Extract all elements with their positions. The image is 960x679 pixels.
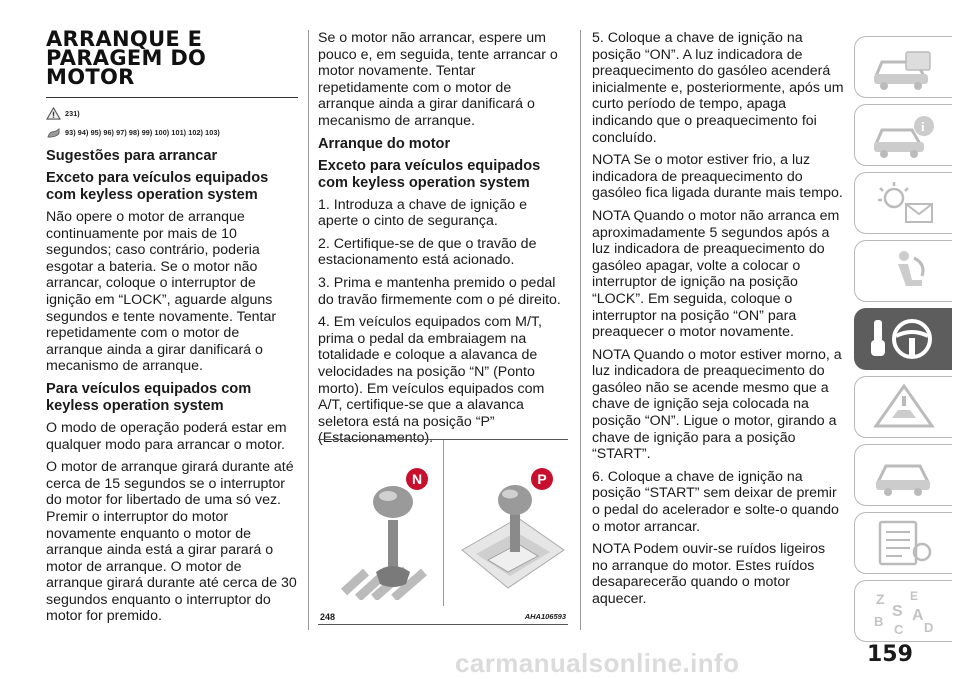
technical-data-icon — [868, 518, 940, 568]
figure-number: 248 — [320, 612, 336, 622]
warning-triangle-icon — [46, 107, 61, 120]
airbag-seat-icon — [868, 246, 940, 296]
warning-reference-numbers: 231) — [65, 109, 80, 118]
step-1: 1. Introduza a chave de ignição e aperte o cinto de segurança. — [318, 196, 528, 230]
alphabetical-index-icon — [868, 586, 940, 636]
svg-text:C: C — [893, 622, 903, 636]
car-dashboard-icon — [868, 42, 940, 92]
caution-reference-row — [46, 125, 298, 140]
gear-lever-figure — [318, 439, 568, 625]
column-1 — [46, 27, 298, 631]
column-divider — [308, 30, 309, 630]
svg-text:A: A — [911, 607, 924, 624]
tab-servicing[interactable] — [854, 444, 952, 506]
warning-reference-row — [46, 106, 298, 121]
subheading-keyless-except: Exceto para veículos equipados com keyless operation system — [46, 170, 269, 203]
svg-text:Z: Z — [875, 591, 885, 607]
svg-text:S: S — [891, 603, 903, 620]
note: NOTA Quando o motor não arranca em aproximadamente 5 segundos após a luz indicadora de preaquecimento do gasóleo apagar, volte a colocar o interruptor de ignição na posição “LOCK”. Em seguida, coloque o interruptor na posição “ON” para preaquecer o motor novamente. — [592, 207, 840, 341]
step-3: 3. Prima e mantenha premido o pedal do travão firmemente com o pé direito. — [318, 274, 561, 308]
tab-dashboard[interactable] — [854, 36, 952, 98]
svg-text:i: i — [920, 119, 925, 134]
column-divider — [580, 30, 581, 630]
svg-text:B: B — [873, 614, 883, 629]
watermark: carmanualsonline.info — [455, 648, 740, 678]
paragraph: Não opere o motor de arranque continuamente por mais de 10 segundos; caso contrário, poderia esgotar a bateria. Se o motor não arrancar, coloque o interruptor de ignição em “LOCK”, aguarde alguns segundos e tente novamente. Tentar repetidamente com o motor de arranque ainda a girar danificará o mecanismo de arranque. — [46, 209, 277, 375]
section-heading-tips: Sugestões para arrancar — [46, 148, 218, 164]
paragraph: O motor de arranque girará durante até cerca de 15 segundos se o interruptor do motor for libertado de uma só vez. Premir o interruptor do motor novamente enquanto o motor de arranque ainda está a girar parará o motor de arranque. O motor de arranque girará durante até cerca de 30 segundos enquanto o interruptor do motor for premido. — [46, 459, 297, 625]
warning-lights-icon — [868, 178, 940, 228]
subheading-keyless-equipped: Para veículos equipados com keyless operation system — [46, 380, 252, 414]
car-info-icon — [868, 110, 940, 160]
tab-index[interactable] — [854, 580, 952, 642]
tab-safety[interactable] — [854, 240, 952, 302]
figure-divider — [443, 440, 444, 606]
section-heading-start: Arranque do motor — [318, 135, 451, 152]
car-service-icon — [868, 450, 940, 500]
note: NOTA Se o motor estiver frio, a luz indicadora de preaquecimento do gasóleo fica ligada durante mais tempo. — [592, 152, 843, 202]
tab-technical-data[interactable] — [854, 512, 952, 574]
title-divider — [46, 97, 298, 98]
paragraph: O modo de operação poderá estar em qualquer modo para arrancar o motor. — [46, 419, 287, 453]
paragraph: Se o motor não arrancar, espere um pouco e, em seguida, tente arrancar o motor novamente. Tentar repetidamente com o motor de arranque ainda a girar danificará o mecanismo de arranque. — [318, 30, 558, 129]
note: NOTA Quando o motor estiver morno, a luz indicadora de preaquecimento do gasóleo não se acende mesmo que a chave de ignição seja colocada na posição “ON”. Ligue o motor, girando a chave de ignição para a posição “START”. — [592, 346, 842, 463]
neutral-badge: N — [406, 468, 428, 490]
note: NOTA Podem ouvir-se ruídos ligeiros no arranque do motor. Estes ruídos desaparecerão quando o motor aquecer. — [592, 541, 826, 607]
step-6: 6. Coloque a chave de ignição na posição “START” sem deixar de premir o pedal do acelerador e solte-o quando o motor arrancar. — [592, 468, 839, 535]
manual-gear-lever-icon — [336, 480, 436, 600]
column-3 — [592, 30, 844, 614]
tab-emergency[interactable] — [854, 376, 952, 438]
caution-reference-numbers: 93) 94) 95) 96) 97) 98) 99) 100) 101) 102) 103) — [65, 128, 220, 137]
park-badge: P — [531, 468, 553, 490]
emergency-triangle-icon — [868, 382, 940, 432]
step-2: 2. Certifique-se de que o travão de estacionamento está acionado. — [318, 235, 537, 269]
chapter-tabs — [854, 36, 952, 648]
caution-hand-icon — [46, 126, 61, 139]
step-4: 4. Em veículos equipados com M/T, prima o pedal da embraiagem na totalidade e coloque a alavanca de velocidades na posição “N” (Ponto morto). Em veículos equipados com A/T, certifique-se que a alavanca seletora está na posição “P” (Estacionamento). — [318, 314, 545, 447]
key-steering-wheel-icon — [868, 314, 940, 364]
page-title: ARRANQUE E PARAGEM DO MOTOR — [46, 27, 207, 89]
page-number: 159 — [867, 642, 913, 667]
figure-code: AHA106593 — [524, 612, 566, 621]
svg-text:D: D — [923, 620, 933, 635]
automatic-selector-lever-icon — [458, 480, 566, 602]
svg-text:E: E — [909, 589, 918, 603]
subheading-keyless-except: Exceto para veículos equipados com keyless operation system — [318, 157, 541, 191]
column-2 — [318, 30, 570, 453]
tab-starting-driving[interactable] — [854, 308, 952, 370]
tab-warning-lights[interactable] — [854, 172, 952, 234]
tab-getting-to-know[interactable] — [854, 104, 952, 166]
step-5: 5. Coloque a chave de ignição na posição “ON”. A luz indicadora de preaquecimento do gasóleo acenderá inicialmente e, posteriormente, após um curto período de tempo, apaga indicando que o preaquecimento foi concluído. — [592, 30, 844, 146]
